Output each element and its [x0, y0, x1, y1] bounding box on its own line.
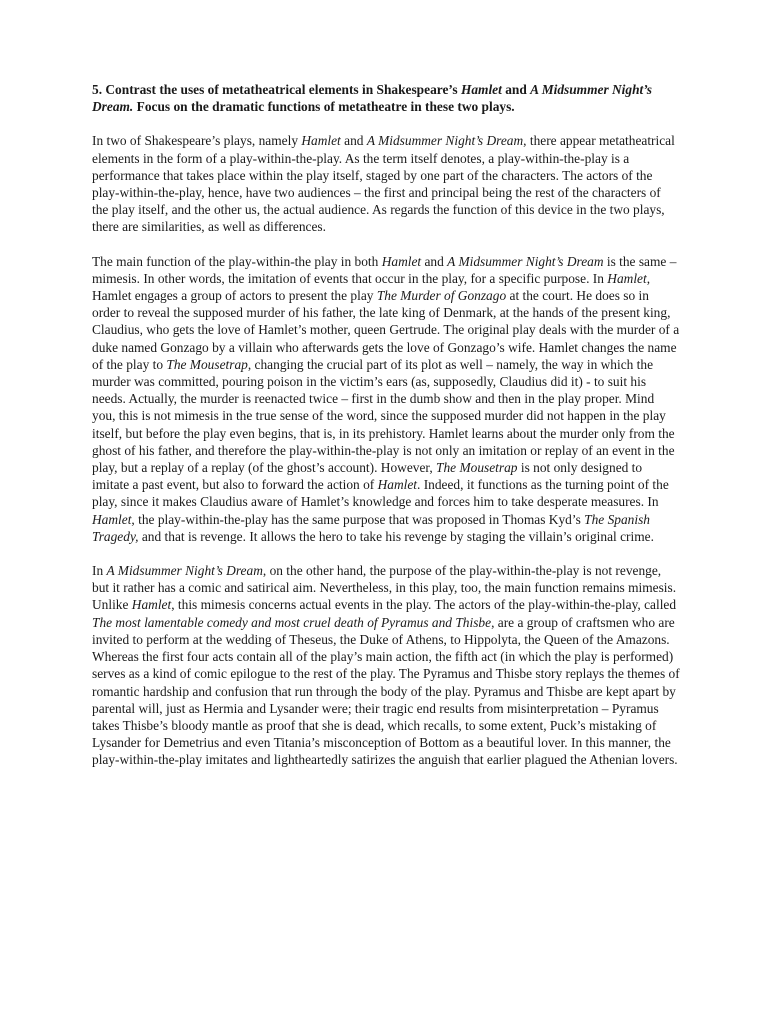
essay-question-heading [92, 81, 680, 115]
italic-title-run: Hamlet [377, 477, 417, 493]
text-run: and [501, 82, 531, 97]
document-page [92, 81, 680, 769]
text-run: , changing the crucial part of its plot as well – namely, the way in which the murder was committed, pouring poison in the victim’s ears (as, supposedly, Claudius did it) - to suit his needs. Actually, the murder is reenacted twice – first in the dumb show and then in the play proper. Mind you, this is not mimesis in the true sense of the word, since the supposed murder did not happen in the play itself, but before the play even begins, that is, in its prehistory. Hamlet learns about the murder only from the ghost of his father, and therefore the play-within-the-play is not only an imitation or replay of an event in the play, but a replay of a replay (of the ghost’s account). However, [92, 356, 675, 476]
italic-title-run: The Mousetrap [166, 356, 248, 372]
paragraph-hamlet [92, 253, 680, 545]
italic-title-run: A Midsummer Night’s Dream [106, 563, 263, 579]
text-run: , on the other hand, the purpose of the play-within-the-play is not revenge, but it rather has a comic and satirical aim. Nevertheless, in this play, too, the main function remains mimesis. Unlike [92, 563, 677, 613]
italic-title-run: The most lamentable comedy and most cruel death of Pyramus and Thisbe [92, 614, 492, 630]
text-run: , Hamlet engages a group of actors to present the play [92, 270, 651, 304]
italic-title-run: Hamlet [131, 597, 172, 613]
text-run: at the court. He does so in order to reveal the supposed murder of his father, the late king of Denmark, at the hands of the present king, Claudius, who gets the love of Hamlet’s mother, queen Gertrude. The original play deals with the murder of a duke named Gonzago by a villain who afterwards gets the love of Gonzago’s wife. Hamlet changes the name of the play to [92, 288, 680, 372]
paragraph-midsummer [92, 562, 680, 768]
text-run: In [92, 563, 107, 579]
text-run: , are a group of craftsmen who are invited to perform at the wedding of Theseus, the Duke of Athens, to Hippolyta, the Queen of the Amazons. Whereas the first four acts contain all of the play’s main action, the fifth act (in which the play is performed) serves as a kind of comic epilogue to the rest of the play. The Pyramus and Thisbe story replays the themes of romantic hardship and confusion that run through the body of the play. Pyramus and Thisbe are kept apart by parental will, just as Hermia and Lysander were; their tragic end results from misinterpretation – Pyramus takes Thisbe’s bloody mantle as proof that she is dead, which recalls, to some extent, Puck’s mistaking of Lysander for Demetrius and even Titania’s misconception of Bottom as a beautiful lover. In this manner, the play-within-the-play imitates and lightheartedly satirizes the anguish that earlier plagued the Athenian lovers. [92, 614, 680, 768]
text-run: In two of Shakespeare’s plays, namely [92, 133, 302, 149]
paragraph-intro [92, 132, 680, 235]
text-run: Focus on the dramatic functions of metatheatre in these two plays. [133, 99, 515, 115]
italic-title-run: Hamlet [607, 270, 647, 286]
italic-title-run: The Murder of Gonzago [376, 288, 507, 304]
text-run: . Indeed, it functions as the turning point of the play, since it makes Claudius aware of Hamlet’s knowledge and forces him to take desperate measures. In [92, 477, 669, 510]
italic-title-run: Hamlet [460, 82, 502, 97]
italic-title-run: Hamlet [381, 253, 422, 269]
italic-title-run: A Midsummer Night’s Dream. [92, 82, 652, 115]
text-run: and that is revenge. It allows the hero to take his revenge by staging the villain’s original crime. [138, 528, 654, 544]
italic-title-run: A Midsummer Night’s Dream [366, 133, 524, 149]
italic-title-run: Hamlet [92, 511, 132, 527]
text-run: , this mimesis concerns actual events in the play. The actors of the play-within-the-play, called [171, 597, 677, 613]
text-run: and [340, 133, 367, 149]
italic-title-run: A Midsummer Night’s Dream [447, 253, 604, 269]
text-run: is not only designed to imitate a past event, but also to forward the action of [92, 460, 643, 493]
italic-title-run: Hamlet [301, 133, 341, 149]
text-run: The main function of the play-within-the play in both [92, 253, 382, 269]
text-run: and [421, 253, 448, 269]
text-run: , the play-within-the-play has the same purpose that was proposed in Thomas Kyd’s [131, 511, 585, 527]
text-run: is the same – mimesis. In other words, the imitation of events that occur in the play, for a specific purpose. In [92, 253, 677, 286]
italic-title-run: The Spanish Tragedy, [92, 511, 650, 544]
italic-title-run: The Mousetrap [436, 460, 518, 476]
text-run: 5. Contrast the uses of metatheatrical elements in Shakespeare’s [92, 82, 461, 97]
text-run: , there appear metatheatrical elements in the form of a play-within-the-play. As the term itself denotes, a play-within-the-play is a performance that takes place within the play itself, staged by one part of the characters. The actors of the play-within-the-play, hence, have two audiences – the first and principal being the rest of the characters of the play itself, and the other us, the actual audience. As regards the function of this device in the two plays, there are similarities, as well as differences. [92, 133, 675, 235]
